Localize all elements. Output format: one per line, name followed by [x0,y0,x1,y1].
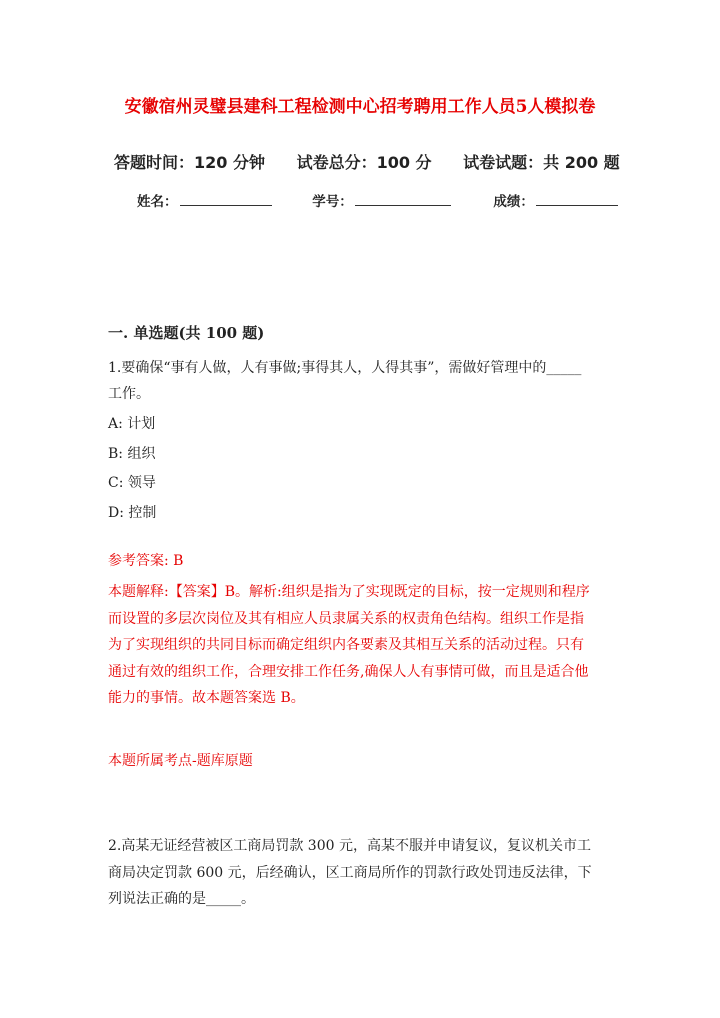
explanation-line: 本题解释:【答案】B。解析:组织是指为了实现既定的目标，按一定规则和程序 [108,584,590,600]
explanation-line: 能力的事情。故本题答案选 B。 [108,690,305,706]
explanation-line: 为了实现组织的共同目标而确定组织内各要素及其相互关系的活动过程。只有 [108,637,584,653]
question-stem-line: 工作。 [108,386,150,402]
exam-time: 答题时间：120 分钟 [114,153,265,172]
option-a: A: 计划 [108,416,156,432]
option-d: D: 控制 [108,504,157,521]
question-stem-line: 商局决定罚款 600 元，后经确认，区工商局所作的罚款行政处罚违反法律，下 [108,864,592,881]
question-stem-line: 1.要确保“事有人做，人有事做;事得其人，人得其事”，需做好管理中的_____ [108,360,582,376]
student-id-field [312,190,451,210]
score-label: 成绩： [493,194,534,210]
name-label: 姓名： [137,194,178,210]
student-info-row [137,190,618,210]
exam-total-questions: 试卷试题：共 200 题 [463,153,620,172]
question-1-explanation [108,579,613,712]
option-b: B: 组织 [108,445,156,462]
question-1-stem [108,355,613,407]
explanation-line: 通过有效的组织工作，合理安排工作任务,确保人人有事情可做，而且是适合他 [108,663,589,680]
exam-meta-row [114,150,620,173]
question-stem-line: 2.高某无证经营被区工商局罚款 300 元，高某不服并申请复议，复议机关市工 [108,838,591,854]
option-c: C: 领导 [108,475,156,491]
question-1-topic: 本题所属考点-题库原题 [108,753,253,769]
name-blank [180,193,272,206]
student-id-blank [355,193,451,206]
student-id-label: 学号： [312,194,353,210]
question-2-stem [108,833,613,913]
exam-total-score: 试卷总分：100 分 [296,153,432,172]
question-1-answer: 参考答案: B [108,553,184,569]
name-field [137,190,272,210]
explanation-line: 而设置的多层次岗位及其有相应人员隶属关系的权责角色结构。组织工作是指 [108,610,584,627]
section-heading: 一. 单选题(共 100 题) [108,324,265,342]
score-blank [536,193,618,206]
question-stem-line: 列说法正确的是_____。 [108,891,255,907]
score-field [493,190,618,210]
question-1-options [108,410,156,528]
exam-title: 安徽宿州灵璧县建科工程检测中心招考聘用工作人员5人模拟卷 [124,97,596,117]
